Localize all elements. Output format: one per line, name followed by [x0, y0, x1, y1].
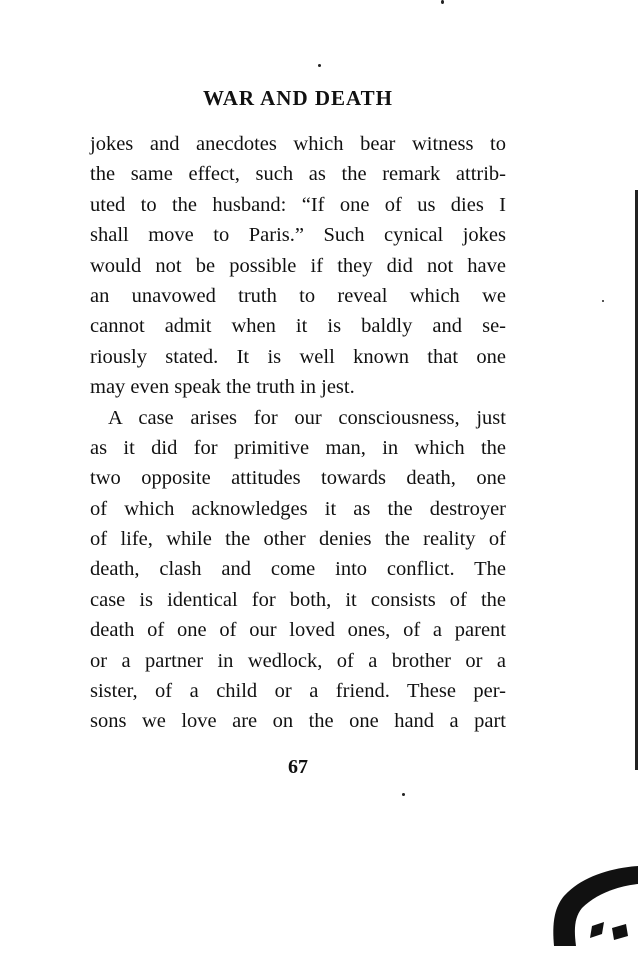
text-line: shall move to Paris.” Such cynical jokes [90, 224, 506, 247]
text-line: two opposite attitudes towards death, one [90, 467, 506, 490]
scan-speck [402, 793, 405, 796]
text-line: riously stated. It is well known that one [90, 345, 506, 368]
page-number: 67 [288, 756, 308, 778]
text-line: case is identical for both, it consists of the [90, 588, 506, 611]
text-line: sister, of a child or a friend. These per- [90, 680, 506, 703]
text-line: would not be possible if they did not have [90, 254, 506, 277]
text-line: of life, while the other denies the reality of [90, 528, 506, 551]
text-line: of which acknowledges it as the destroyer [90, 497, 506, 520]
text-line: cannot admit when it is baldly and se- [90, 315, 506, 338]
text-line: may even speak the truth in jest. [90, 376, 355, 399]
running-head: WAR AND DEATH [203, 86, 393, 110]
text-line: the same effect, such as the remark attrib- [90, 163, 506, 186]
text-line: uted to the husband: “If one of us dies I [90, 193, 506, 216]
scan-speck [318, 64, 321, 67]
text-line: sons we love are on the one hand a part [90, 710, 506, 733]
scan-speck [602, 300, 604, 302]
text-line: A case arises for our consciousness, just [108, 406, 506, 429]
text-line: or a partner in wedlock, of a brother or a [90, 649, 506, 672]
page-corner-blot [552, 866, 638, 946]
text-line: death, clash and come into conflict. The [90, 558, 506, 581]
scan-speck [441, 0, 444, 4]
text-line: jokes and anecdotes which bear witness to [90, 133, 506, 155]
text-line: an unavowed truth to reveal which we [90, 284, 506, 307]
text-line: as it did for primitive man, in which the [90, 436, 506, 459]
body-text [90, 129, 506, 737]
text-line: death of one of our loved ones, of a parent [90, 619, 506, 642]
